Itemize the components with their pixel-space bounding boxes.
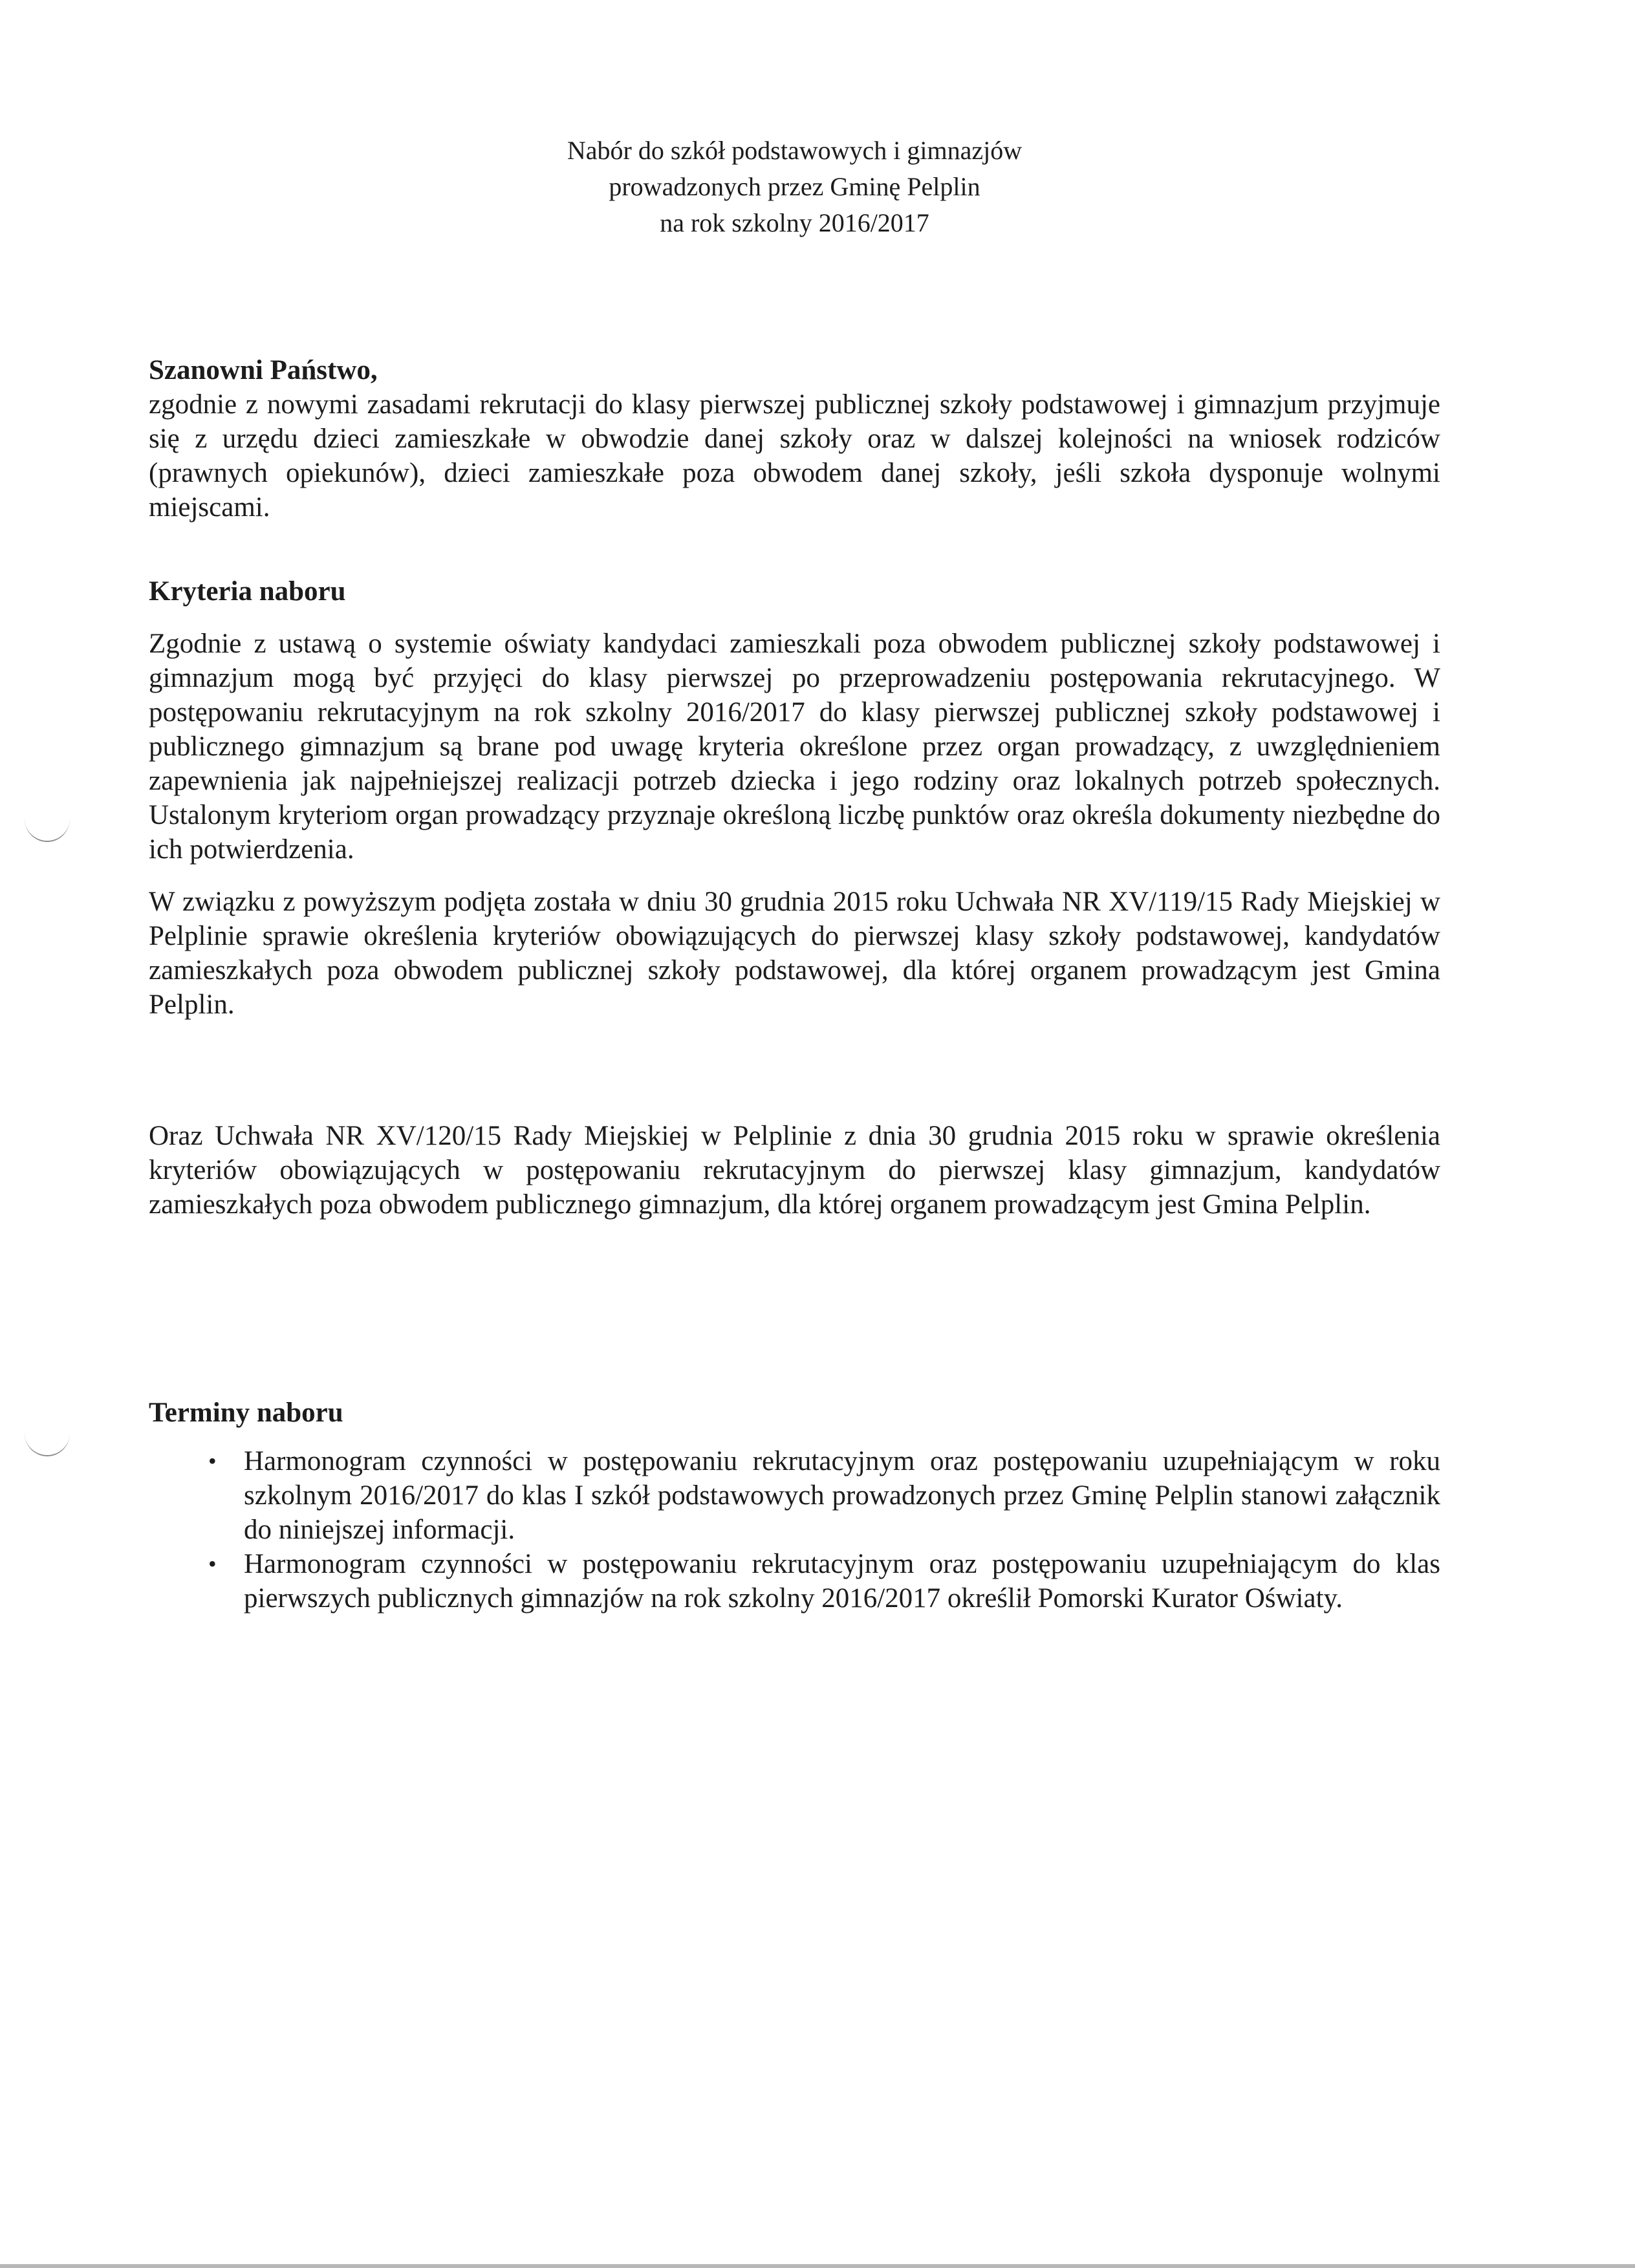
resolution-section [149, 1119, 1440, 1222]
scan-edge [0, 2264, 1635, 2268]
deadlines-heading: Terminy naboru [149, 1398, 343, 1428]
criteria-heading: Kryteria naboru [149, 576, 346, 607]
title-line-2: prowadzonych przez Gminę Pelplin [609, 172, 980, 201]
greeting-section [149, 353, 1440, 524]
criteria-paragraph-2: W związku z powyższym podjęta została w dniu 30 grudnia 2015 roku Uchwała NR XV/119/15 Rady Miejskiej w Pelplinie sprawie określenia kryteriów obowiązujących do pierwszej klasy szkoły podstawowej, kandydatów zamieszkałych poza obwodem publicznej szkoły podstawowej, dla której organem prowadzącym jest Gmina Pelplin. [149, 887, 1440, 1020]
resolution-paragraph: Oraz Uchwała NR XV/120/15 Rady Miejskiej w Pelplinie z dnia 30 grudnia 2015 roku w sprawie określenia kryteriów obowiązujących w postępowaniu rekrutacyjnym do pierwszej klasy gimnazjum, kandydatów zamieszkałych poza obwodem publicznego gimnazjum, dla której organem prowadzącym jest Gmina Pelplin. [149, 1121, 1440, 1220]
hole-punch-mark [25, 1410, 70, 1456]
title-line-3: na rok szkolny 2016/2017 [660, 208, 929, 237]
greeting-heading: Szanowni Państwo, [149, 355, 378, 385]
title-line-1: Nabór do szkół podstawowych i gimnazjów [567, 136, 1023, 165]
list-item [149, 1444, 1440, 1547]
list-item-text: Harmonogram czynności w postępowaniu rekrutacyjnym oraz postępowaniu uzupełniającym w roku szkolnym 2016/2017 do klas I szkół podstawowych prowadzonych przez Gminę Pelplin stanowi załącznik do niniejszej informacji. [244, 1446, 1440, 1545]
greeting-paragraph: zgodnie z nowymi zasadami rekrutacji do klasy pierwszej publicznej szkoły podstawowej i gimnazjum przyjmuje się z urzędu dzieci zamieszkałe w obwodzie danej szkoły oraz w dalszej kolejności na wniosek rodziców (prawnych opiekunów), dzieci zamieszkałe poza obwodem danej szkoły, jeśli szkoła dysponuje wolnymi miejscami. [149, 389, 1440, 523]
deadlines-list [149, 1444, 1440, 1615]
document-title [149, 133, 1440, 241]
list-item-text: Harmonogram czynności w postępowaniu rekrutacyjnym oraz postępowaniu uzupełniającym do klas pierwszych publicznych gimnazjów na rok szkolny 2016/2017 określił Pomorski Kurator Oświaty. [244, 1549, 1440, 1614]
hole-punch-mark [25, 795, 70, 842]
bullet-icon: • [208, 1551, 217, 1577]
criteria-section [149, 574, 1440, 1022]
deadlines-section [149, 1396, 1440, 1615]
criteria-paragraph-1: Zgodnie z ustawą o systemie oświaty kandydaci zamieszkali poza obwodem publicznej szkoły podstawowej i gimnazjum mogą być przyjęci do klasy pierwszej po przeprowadzeniu postępowania rekrutacyjnego. W postępowaniu rekrutacyjnym na rok szkolny 2016/2017 do klasy pierwszej publicznej szkoły podstawowej i publicznego gimnazjum są brane pod uwagę kryteria określone przez organ prowadzący, z uwzględnieniem zapewnienia jak najpełniejszej realizacji potrzeb dziecka i jego rodziny oraz lokalnych potrzeb społecznych. Ustalonym kryteriom organ prowadzący przyznaje określoną liczbę punktów oraz określa dokumenty niezbędne do ich potwierdzenia. [149, 629, 1440, 865]
list-item [149, 1547, 1440, 1615]
bullet-icon: • [208, 1448, 217, 1474]
